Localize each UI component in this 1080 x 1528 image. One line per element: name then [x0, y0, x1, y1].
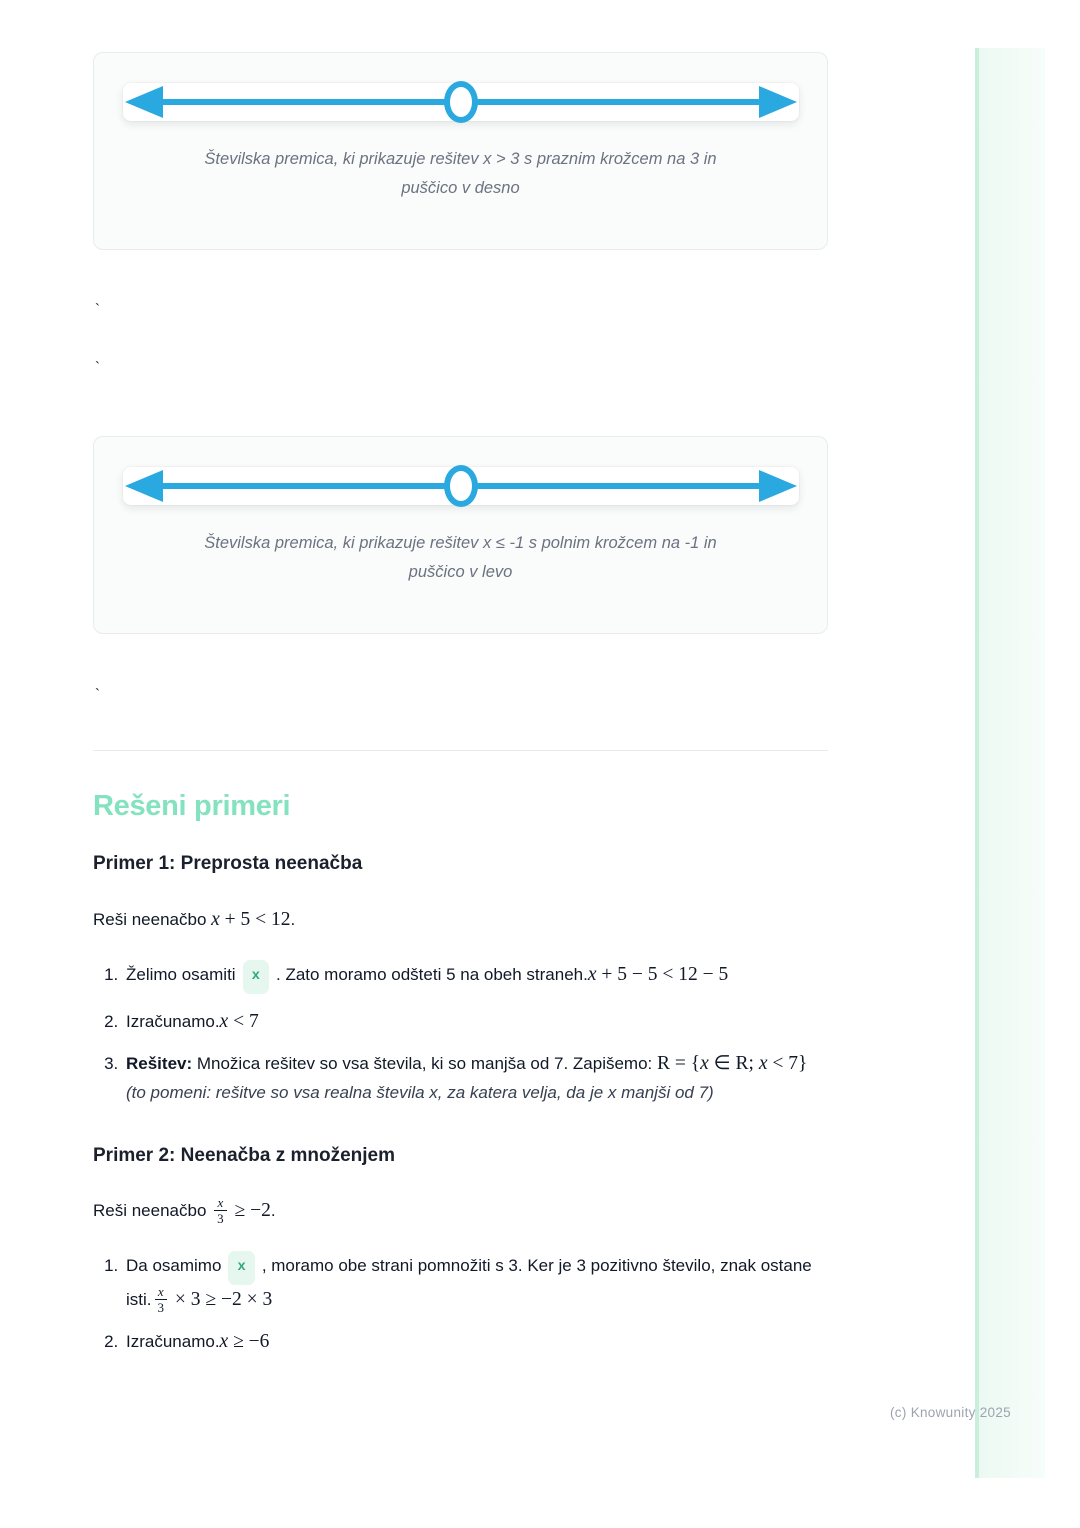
- fraction-denominator: 3: [155, 1299, 168, 1314]
- intro-period: .: [270, 1201, 276, 1220]
- circle-marker-icon: [444, 81, 478, 123]
- arrow-left-icon: [125, 470, 163, 502]
- fraction-numerator: x: [217, 1195, 224, 1210]
- circle-marker-icon: [444, 465, 478, 507]
- math-expression: ≥ −2: [229, 1200, 271, 1221]
- step-text: Da osamimo: [126, 1256, 222, 1275]
- step-text: Želimo osamiti: [126, 965, 236, 984]
- math-expression: ≥ −6: [228, 1331, 270, 1352]
- example-2-intro: [93, 1196, 828, 1226]
- section-divider: [93, 750, 828, 751]
- example-1-title: Primer 1: Preprosta neenačba: [93, 853, 363, 874]
- step-note: (to pomeni: rešitve so vsa realna števila x, za katera velja, da je x manjši od 7): [126, 1083, 714, 1102]
- step-text: . Zato moramo odšteti 5 na obeh straneh.: [276, 965, 588, 984]
- step-item: [123, 1327, 828, 1356]
- math-expression: < 7}: [767, 1053, 808, 1074]
- arrow-right-icon: [759, 86, 797, 118]
- side-highlight-strip: [975, 48, 1045, 1478]
- stray-backtick: `: [95, 301, 100, 318]
- copyright-footer: (c) Knowunity 2025: [890, 1405, 1011, 1420]
- caption-line-2: puščico v desno: [401, 179, 520, 197]
- fraction-numerator: x: [157, 1284, 164, 1299]
- math-expression: ∈ R;: [708, 1053, 759, 1074]
- step-item: [123, 1049, 828, 1107]
- math-expression: + 5 − 5 < 12 − 5: [596, 964, 729, 985]
- math-fraction: [214, 1196, 227, 1225]
- arrow-right-icon: [759, 470, 797, 502]
- math-fraction: [155, 1285, 168, 1314]
- number-line: [123, 83, 799, 121]
- step-text: Izračunamo.: [126, 1012, 220, 1031]
- caption-line-1: Številska premica, ki prikazuje rešitev x > 3 s praznim krožcem na 3 in: [204, 150, 717, 168]
- step-item: [123, 1251, 828, 1314]
- document-content: [93, 0, 828, 1369]
- stray-backtick: `: [95, 359, 100, 376]
- arrow-left-icon: [125, 86, 163, 118]
- inline-code-x: x: [243, 960, 269, 994]
- example-2-title: Primer 2: Neenačba z množenjem: [93, 1145, 395, 1166]
- stray-backtick: `: [95, 686, 100, 703]
- math-variable: x: [758, 1053, 768, 1074]
- math-variable: x: [211, 909, 220, 930]
- intro-period: .: [290, 910, 296, 929]
- math-expression: × 3 ≥ −2 × 3: [170, 1289, 273, 1310]
- math-variable: x: [219, 1011, 229, 1032]
- math-variable: x: [587, 964, 597, 985]
- math-expression: < 7: [228, 1011, 259, 1032]
- inline-code-x: x: [228, 1251, 254, 1285]
- figure-card-open-circle: [93, 52, 828, 250]
- fraction-denominator: 3: [214, 1210, 227, 1225]
- math-variable: x: [700, 1053, 709, 1074]
- figure-caption: [94, 529, 827, 587]
- step-text: , moramo obe strani pomnožiti s 3. Ker je 3 pozitivno število, znak ostane isti.: [126, 1256, 812, 1309]
- math-expression: + 5 < 12: [219, 909, 291, 930]
- step-item: [123, 960, 828, 994]
- figure-caption: [94, 145, 827, 203]
- example-1-intro: [93, 905, 828, 935]
- number-line: [123, 467, 799, 505]
- caption-line-1: Številska premica, ki prikazuje rešitev x ≤ -1 s polnim krožcem na -1 in: [204, 534, 717, 552]
- section-heading: Rešeni primeri: [93, 790, 291, 822]
- intro-text: Reši neenačbo: [93, 1201, 212, 1220]
- intro-text: Reši neenačbo: [93, 910, 212, 929]
- step-text: Množica rešitev so vsa števila, ki so manjša od 7. Zapišemo:: [192, 1054, 657, 1073]
- step-label: Rešitev:: [126, 1054, 193, 1073]
- math-expression: R = {: [657, 1053, 701, 1074]
- step-text: Izračunamo.: [126, 1332, 220, 1351]
- example-2-steps: [93, 1251, 828, 1356]
- step-item: [123, 1007, 828, 1036]
- example-1-steps: [93, 960, 828, 1107]
- math-variable: x: [219, 1331, 229, 1352]
- caption-line-2: puščico v levo: [408, 563, 513, 581]
- figure-card-closed-circle: [93, 436, 828, 634]
